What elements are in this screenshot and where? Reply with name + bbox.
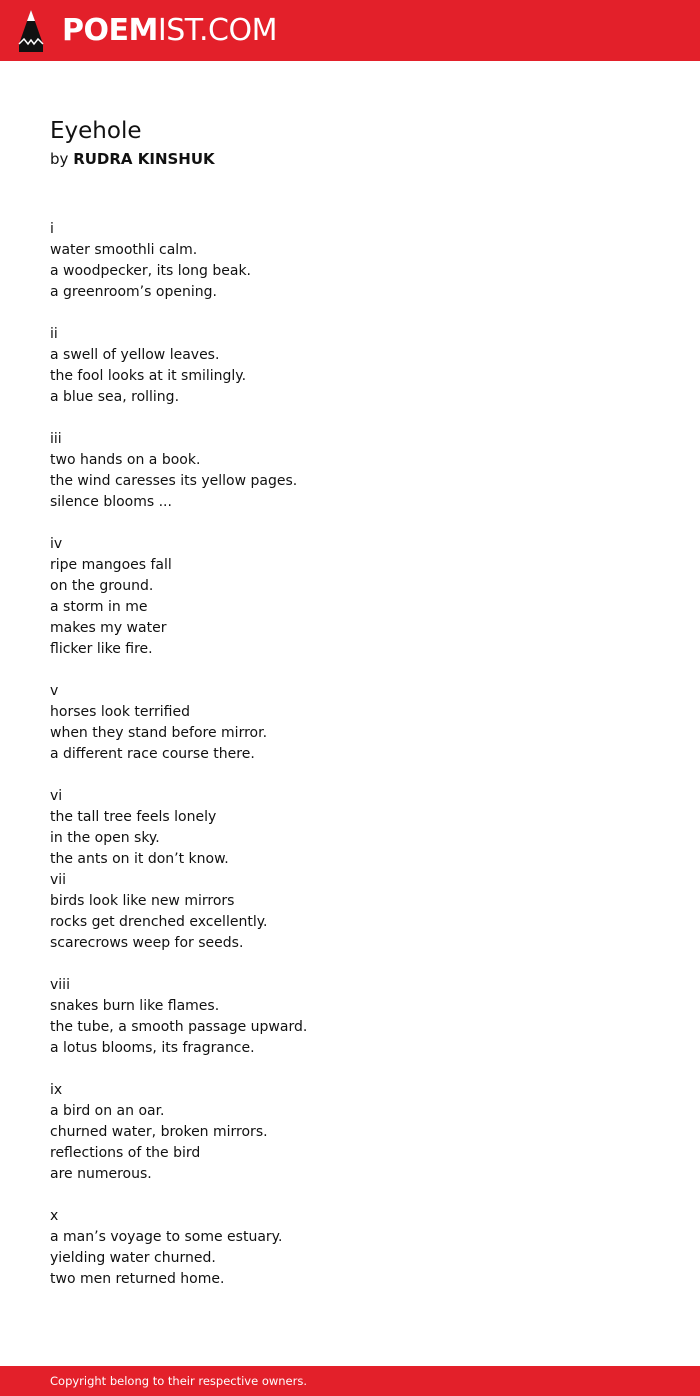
pencil-tip-icon[interactable] xyxy=(18,10,44,52)
author-name: RUDRA KINSHUK xyxy=(73,150,215,168)
poem-title: Eyehole xyxy=(50,118,142,144)
byline xyxy=(50,149,650,169)
poem-body: i water smoothli calm. a woodpecker, its long beak. a greenroom’s opening. ii a swell of yellow leaves. the fool looks at it smilingly. a blue sea, rolling. iii two hands on a book. the wind caresses its yellow pages. silence blooms ... iv ripe mangoes fall on the ground. a storm in me makes my water flicker like fire. v horses look terrified when they stand before mirror. a different race course there. vi the tall tree feels lonely in the open sky. the ants on it don’t know. vii birds look like new mirrors rocks get drenched excellently. scarecrows weep for seeds. viii snakes burn like flames. the tube, a smooth passage upward. a lotus blooms, its fragrance. ix a bird on an oar. churned water, broken mirrors. reflections of the bird are numerous. x a man’s voyage to some estuary. yielding water churned. two men returned home. xyxy=(50,221,308,1287)
brand-name-bold: POEM xyxy=(62,13,158,48)
copyright-notice: Copyright belong to their respective owners. xyxy=(50,1374,308,1388)
poem-content xyxy=(50,117,650,1290)
brand-name-light: IST.COM xyxy=(157,13,277,48)
site-footer xyxy=(0,1366,700,1396)
site-logo-text[interactable] xyxy=(62,11,277,51)
site-header xyxy=(0,0,700,61)
by-word: by xyxy=(50,150,69,168)
